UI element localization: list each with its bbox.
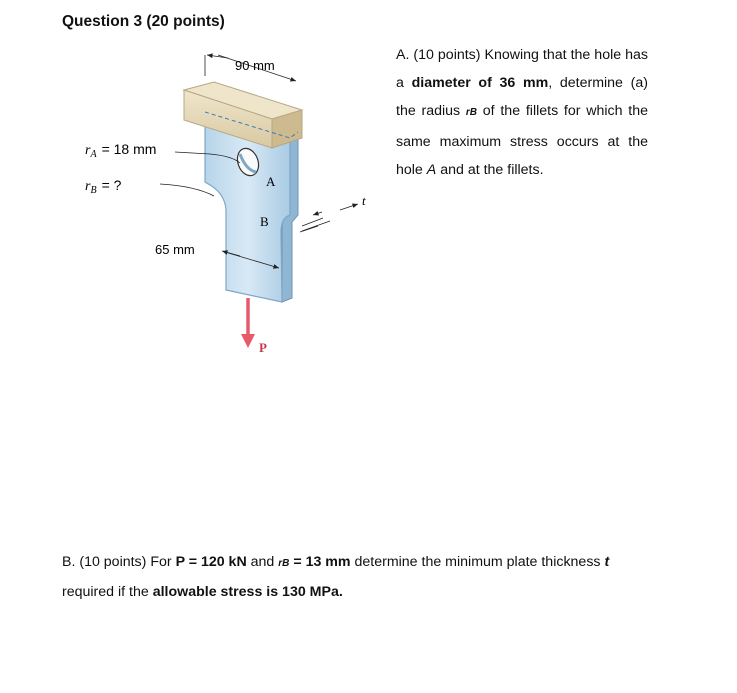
part-b-t: t	[604, 554, 610, 570]
load-arrow-head	[241, 334, 255, 348]
part-a-mid: , determine (a) the radius	[396, 75, 648, 120]
dim-90-label: 90 mm	[235, 58, 275, 73]
part-b-load: P = 120 kN	[175, 554, 247, 570]
part-b-mid: determine the minimum plate thickness	[354, 554, 601, 570]
part-b-and: and	[250, 554, 275, 570]
t-arrow-back	[300, 226, 318, 232]
part-a-end: and at the fillets.	[440, 161, 544, 178]
part-b-allowable: allowable stress is 130 MPa.	[152, 584, 343, 601]
part-b-rb-value: = 13 mm	[293, 554, 351, 570]
load-label: P	[259, 340, 267, 355]
ra-label: $r_A = 18$ mm	[85, 141, 157, 160]
part-a-tail: of the fillets for which the same maximum stress occurs at the hole	[396, 103, 648, 178]
question-title: Question 3 (20 points)	[62, 13, 225, 30]
dim-90-arrow-left	[207, 55, 228, 58]
point-a-label: A	[266, 174, 276, 189]
part-a-diameter: diameter of 36 mm	[411, 75, 549, 92]
rb-label: $r_B$ = ?	[85, 177, 122, 196]
rb-leader	[160, 184, 214, 196]
part-a-lead: A. (10 points) Knowing that the hole has a	[396, 47, 648, 92]
t-arrow-out	[340, 204, 358, 210]
part-a-var-rb: rB	[465, 107, 478, 119]
part-a-var-a: A	[426, 161, 437, 178]
t-arrow-in	[313, 212, 322, 215]
point-b-label: B	[260, 214, 269, 229]
part-b-rb-symbol: rB	[278, 558, 290, 569]
dim-65-label: 65 mm	[155, 242, 195, 257]
t-ext-2	[302, 221, 330, 231]
part-b-lead: B. (10 points) For	[62, 554, 172, 570]
part-b-req: required if the	[62, 584, 149, 601]
thickness-label: t	[362, 193, 366, 208]
